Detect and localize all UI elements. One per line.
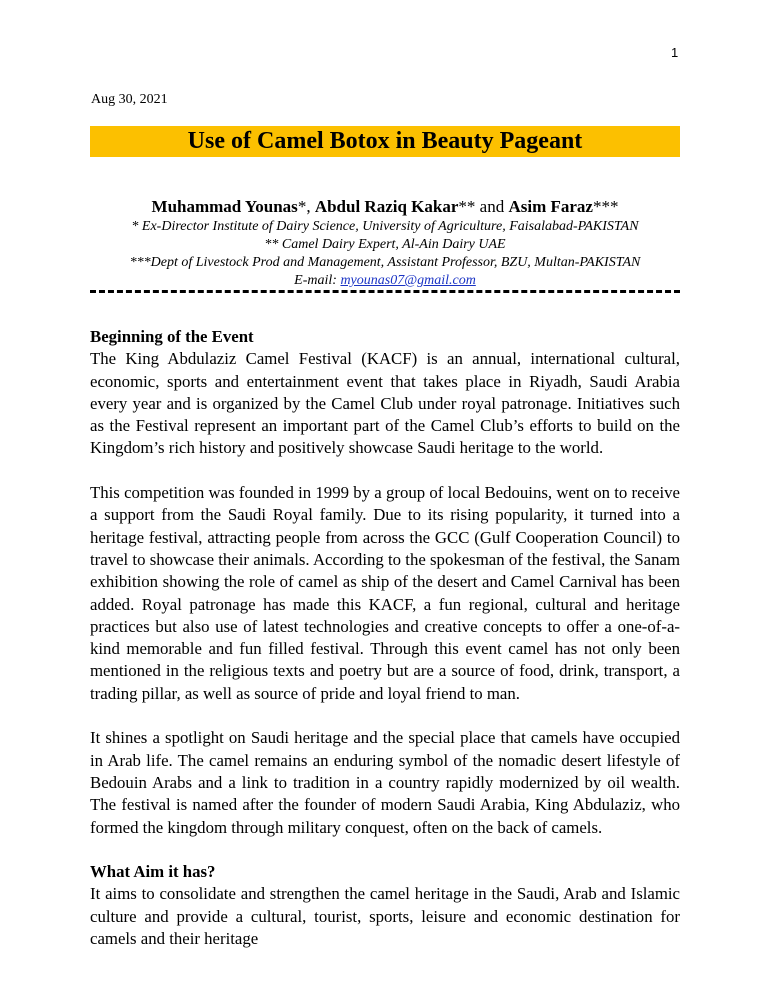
- paragraph: The King Abdulaziz Camel Festival (KACF) is an annual, international cultural, economic, sports and entertainment event that takes place in Riyadh, Saudi Arabia every year and is organized by the Camel Club under royal patronage. Initiatives such as the Festival represent an important part of the Camel Club’s efforts to build on the Kingdom’s rich history and positively showcase Saudi heritage to the world.: [90, 349, 680, 458]
- email-link[interactable]: myounas07@gmail.com: [340, 273, 476, 288]
- author-line: [90, 196, 680, 218]
- affiliation-line: ***Dept of Livestock Prod and Management, Assistant Professor, BZU, Multan-PAKISTAN: [129, 255, 641, 270]
- author-block: [90, 196, 680, 290]
- dashed-divider: [90, 290, 680, 293]
- page-number: 1: [671, 45, 679, 60]
- email-line: [90, 272, 680, 290]
- section-heading: What Aim it has?: [90, 862, 216, 882]
- section-heading: Beginning of the Event: [90, 327, 254, 346]
- affiliation-line: ** Camel Dairy Expert, Al-Ain Dairy UAE: [264, 237, 506, 252]
- author-name: Asim Faraz: [508, 197, 593, 216]
- document-date: Aug 30, 2021: [91, 92, 168, 107]
- author-mark: ***: [592, 197, 619, 216]
- paragraph: It shines a spotlight on Saudi heritage and the special place that camels have occupied in Arab life. The camel remains an enduring symbol of the nomadic desert lifestyle of Bedouin Arabs and a link to tradition in a country rapidly modernized by oil wealth. The festival is named after the founder of modern Saudi Arabia, King Abdulaziz, who formed the kingdom through military conquest, often on the back of camels.: [90, 728, 680, 837]
- author-name: Muhammad Younas: [151, 197, 298, 216]
- author-mark: ** and: [458, 197, 509, 216]
- author-mark: *,: [297, 197, 315, 216]
- title-banner: [90, 126, 680, 157]
- paragraph: This competition was founded in 1999 by a group of local Bedouins, went on to receive a support from the Saudi Royal family. Due to its rising popularity, it turned into a heritage festival, attracting people from across the GCC (Gulf Cooperation Council) to travel to showcase their animals. According to the spokesman of the festival, the Sanam exhibition showing the role of camel as ship of the desert and Camel Carnival has been added. Royal patronage has made this KACF, a fun regional, cultural and heritage practices but also use of latest technologies and creative concepts to offer a one-of-a-kind memorable and fun filled festival. Through this event camel has not only been mentioned in the religious texts and poetry but are a source of food, drink, transport, a trading pillar, as well as source of pride and loyal friend to man.: [90, 483, 680, 703]
- affiliation-line: * Ex-Director Institute of Dairy Science, University of Agriculture, Faisalabad-PAKISTAN: [131, 219, 639, 234]
- article-title: Use of Camel Botox in Beauty Pageant: [187, 128, 583, 154]
- paragraph: It aims to consolidate and strengthen the camel heritage in the Saudi, Arab and Islamic culture and provide a cultural, tourist, sports, leisure and economic destination for camels and their heritage: [90, 884, 680, 949]
- article-body: [90, 326, 680, 950]
- author-name: Abdul Raziq Kakar: [314, 197, 459, 216]
- email-label: E-mail:: [294, 273, 341, 288]
